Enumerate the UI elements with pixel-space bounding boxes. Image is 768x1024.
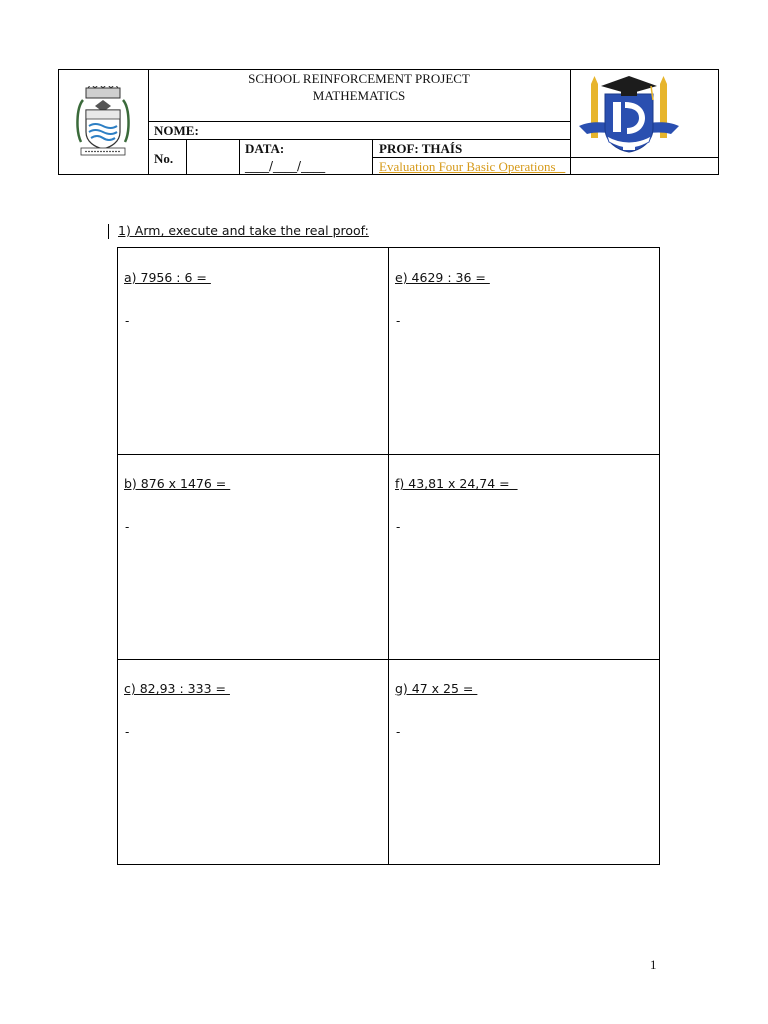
date-label: DATA: — [245, 141, 285, 156]
answer-space-a: - — [125, 314, 130, 328]
header-table — [58, 69, 719, 175]
page-number: 1 — [650, 957, 657, 972]
header-divider — [570, 70, 571, 174]
header-divider — [372, 139, 373, 174]
school-title: SCHOOL REINFORCEMENT PROJECT — [248, 71, 470, 86]
name-label: NOME: — [154, 123, 199, 138]
grid-divider — [118, 454, 659, 455]
number-label: No. — [154, 151, 174, 166]
question-text: 1) Arm, execute and take the real proof: — [118, 223, 369, 238]
exercise-b: b) 876 x 1476 = — [124, 476, 231, 491]
graduation-badge-icon — [577, 72, 681, 158]
grid-divider — [118, 659, 659, 660]
header-divider — [186, 139, 187, 174]
answer-space-b: - — [125, 520, 130, 534]
answer-space-c: - — [125, 725, 130, 739]
date-blanks: ____/____/____ — [245, 159, 326, 173]
evaluation-title: Evaluation Four Basic Operations — [379, 159, 566, 174]
exercise-f: f) 43,81 x 24,74 = — [395, 476, 518, 491]
municipal-crest-logo — [73, 86, 133, 158]
crest-icon — [73, 86, 133, 158]
question-prompt — [118, 223, 369, 238]
header-divider — [148, 121, 570, 122]
exercise-a: a) 7956 : 6 = — [124, 270, 211, 285]
subject-title: MATHEMATICS — [312, 88, 406, 103]
exercise-grid — [117, 247, 660, 865]
answer-space-e: - — [396, 314, 401, 328]
exercise-g: g) 47 x 25 = — [395, 681, 478, 696]
answer-space-g: - — [396, 725, 401, 739]
header-divider — [239, 139, 240, 174]
header-divider — [148, 139, 570, 140]
text-cursor — [108, 224, 109, 239]
exercise-e: e) 4629 : 36 = — [395, 270, 490, 285]
exercise-c: c) 82,93 : 333 = — [124, 681, 230, 696]
teacher-label: PROF: THAÍS — [379, 141, 463, 156]
grid-divider — [388, 248, 389, 864]
answer-space-f: - — [396, 520, 401, 534]
school-badge-logo — [577, 72, 681, 158]
